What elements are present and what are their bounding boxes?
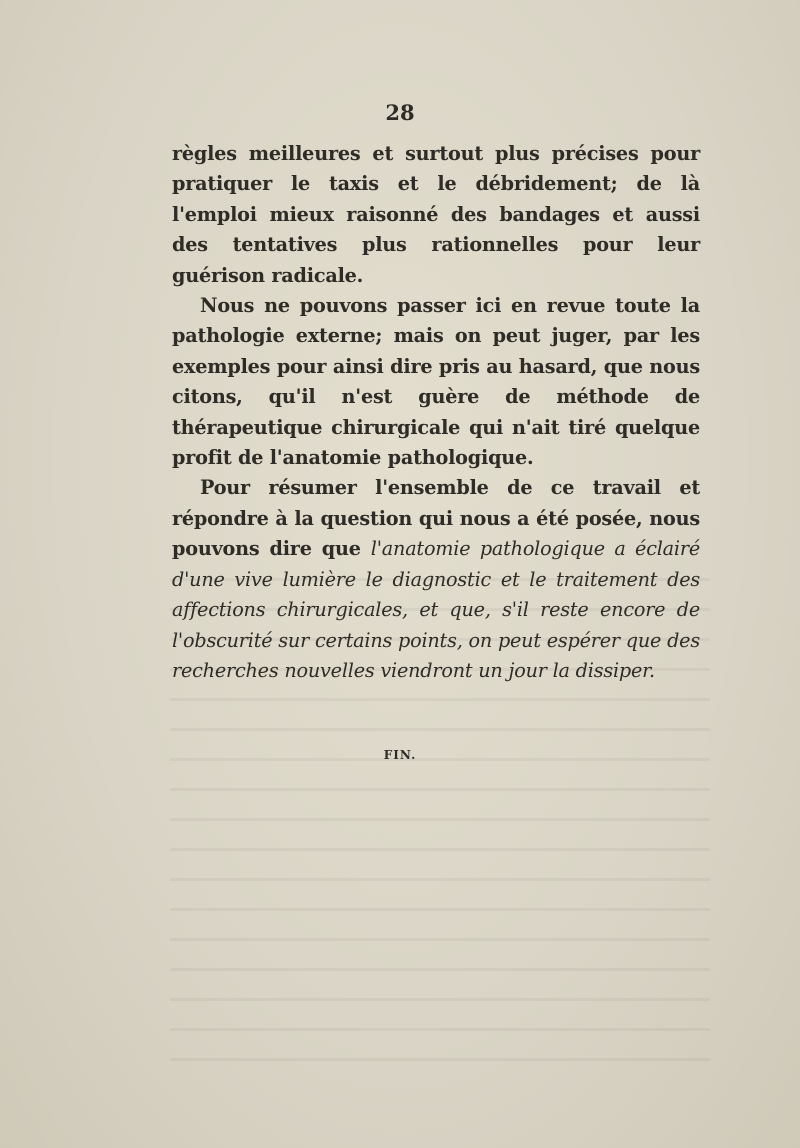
paragraph-1 <box>172 139 700 291</box>
paragraph-2-text: Nous ne pouvons passer ici en revue toute la pathologie externe; mais on peut juger, par les exemples pour ainsi dire pris au hasard, que nous citons, qu'il n'est guère de méthode de thérapeutique chirurgicale qui n'ait tiré quelque profit de l'anatomie pathologique. <box>172 294 700 470</box>
page-number: 28 <box>385 100 415 125</box>
paragraph-3-text: Pour résumer l'ensemble de ce travail et répondre à la question qui nous a été posée, nous pouvons dire que <box>172 476 700 561</box>
paragraph-1-text: règles meilleures et surtout plus précises pour pratiquer le taxis et le débridement; de là l'emploi mieux raisonné des bandages et aussi des tentatives plus rationnelles pour leur guérison radicale. <box>172 142 700 287</box>
closing-fin: FIN. <box>383 748 417 762</box>
paragraph-3-italic-text: l'anatomie pathologique a éclairé d'une vive lumière le diagnostic et le traitement des affections chirurgicales, et que, s'il reste encore de l'obscurité sur certains points, on peut espérer que des recherches nouvelles viendront un jour la dissiper. <box>172 537 700 682</box>
paragraph-3 <box>172 473 700 686</box>
paragraph-2 <box>172 291 700 473</box>
body-text <box>172 139 700 686</box>
